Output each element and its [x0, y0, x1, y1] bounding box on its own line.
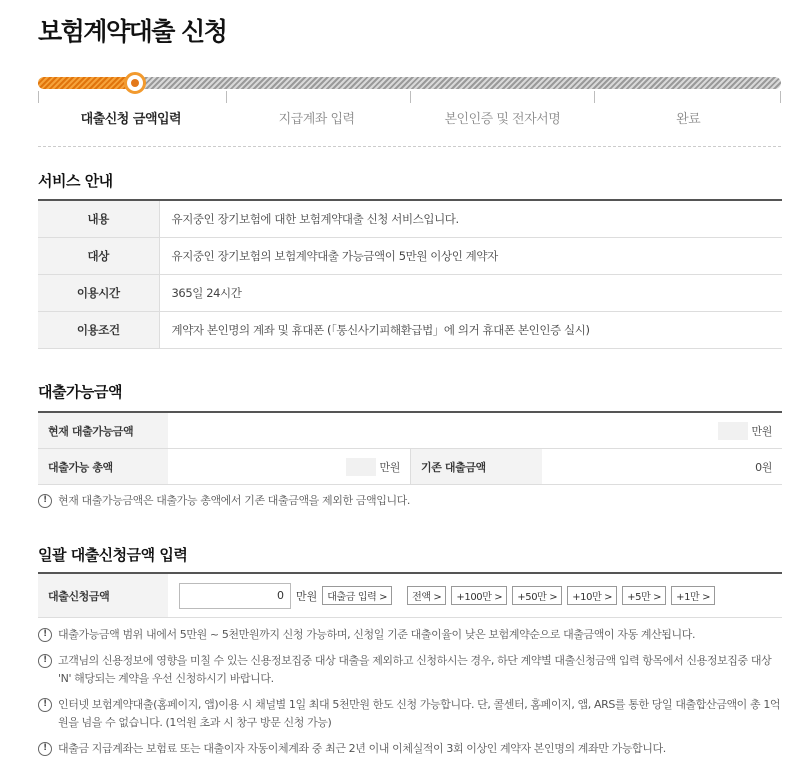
bulk-section-title: 일괄 대출신청금액 입력	[38, 546, 188, 564]
service-row-label: 내용	[38, 200, 159, 237]
info-icon: !	[38, 654, 52, 668]
bulk-note	[38, 740, 782, 758]
loan-total-unit: 만원	[379, 460, 400, 474]
service-row	[38, 311, 782, 348]
add-10-button[interactable]: +10만 >	[567, 586, 617, 605]
loan-amount-input[interactable]	[179, 583, 291, 609]
info-icon: !	[38, 742, 52, 756]
add-1-button[interactable]: +1만 >	[671, 586, 715, 605]
step-amount-input: 대출신청 금액입력	[80, 112, 182, 127]
loan-current-amount-masked	[718, 422, 748, 440]
loan-note-text: 현재 대출가능금액은 대출가능 총액에서 기존 대출금액을 제외한 금액입니다.	[58, 494, 411, 507]
bulk-amount-cell	[168, 574, 782, 617]
add-50-button[interactable]: +50만 >	[512, 586, 562, 605]
progress-steps	[38, 108, 781, 136]
bulk-note	[38, 626, 782, 644]
loan-current-label: 현재 대출가능금액	[38, 413, 168, 448]
loan-existing-value: 0원	[755, 460, 772, 474]
full-amount-button[interactable]: 전액 >	[407, 586, 446, 605]
steps-divider	[38, 146, 781, 147]
loan-total-amount-masked	[346, 458, 376, 476]
info-icon: !	[38, 628, 52, 642]
bulk-amount-label: 대출신청금액	[38, 574, 168, 617]
bulk-note-text: 대출금 지급계좌는 보험료 또는 대출이자 자동이체계좌 중 최근 2년 이내 이체실적이 3회 이상인 계약자 본인명의 계좌만 가능합니다.	[58, 742, 666, 755]
service-row	[38, 274, 782, 311]
page-title: 보험계약대출 신청	[38, 17, 227, 46]
add-100-button[interactable]: +100만 >	[451, 586, 507, 605]
service-section-title: 서비스 안내	[38, 172, 113, 190]
progress-ticks	[38, 91, 781, 105]
bulk-input-row	[38, 572, 782, 618]
add-5-button[interactable]: +5만 >	[622, 586, 666, 605]
progress-fill	[38, 77, 135, 89]
service-row-label: 이용시간	[38, 274, 159, 311]
loan-amount-unit: 만원	[296, 589, 318, 603]
service-row-value: 계약자 본인명의 계좌 및 휴대폰 (「통신사기피해환급법」에 의거 휴대폰 본인인증 실시)	[159, 311, 782, 348]
loan-current-value	[168, 413, 782, 448]
loan-note	[38, 492, 782, 510]
loan-total-row	[38, 449, 782, 485]
progress-bar	[38, 73, 781, 93]
service-row-value: 365일 24시간	[159, 274, 782, 311]
info-icon: !	[38, 494, 52, 508]
loan-input-button[interactable]: 대출금 입력 >	[322, 586, 392, 605]
service-row-value: 유지중인 장기보험에 대한 보험계약대출 신청 서비스입니다.	[159, 200, 782, 237]
progress-track	[38, 77, 781, 89]
info-icon: !	[38, 698, 52, 712]
bulk-note-text: 고객님의 신용정보에 영향을 미칠 수 있는 신용정보집중 대상 대출을 제외하고 신청하시는 경우, 하단 계약별 대출신청금액 입력 항목에서 신용정보집중 대상 'N' 해당되는 계약을 우선 신청하시기 바랍니다.	[58, 654, 772, 685]
bulk-note-text: 대출가능금액 범위 내에서 5만원 ~ 5천만원까지 신청 가능하며, 신청일 기준 대출이율이 낮은 보험계약순으로 대출금액이 자동 계산됩니다.	[58, 628, 696, 641]
service-table	[38, 199, 782, 349]
loan-current-unit: 만원	[751, 424, 772, 438]
service-row-value: 유지중인 장기보험의 보험계약대출 가능금액이 5만원 이상인 계약자	[159, 237, 782, 274]
service-row-label: 이용조건	[38, 311, 159, 348]
bulk-note	[38, 652, 782, 688]
service-row	[38, 200, 782, 237]
step-account-input: 지급계좌 입력	[278, 112, 355, 127]
loan-existing-label: 기존 대출금액	[410, 449, 542, 484]
loan-total-value	[168, 449, 410, 484]
loan-total-label: 대출가능 총액	[38, 449, 168, 484]
loan-current-row	[38, 413, 782, 449]
loan-table	[38, 411, 782, 485]
bulk-note	[38, 696, 782, 732]
bulk-note-text: 인터넷 보험계약대출(홈페이지, 앱)이용 시 채널별 1일 최대 5천만원 한도 신청 가능합니다. 단, 콜센터, 홈페이지, 앱, ARS를 통한 당일 대출합산금액이 총 1억원을 넘을 수 없습니다. (1억원 초과 시 창구 방문 신청 가능)	[58, 698, 781, 729]
service-row	[38, 237, 782, 274]
step-verification-signature: 본인인증 및 전자서명	[444, 112, 561, 127]
step-complete: 완료	[676, 112, 701, 127]
loan-section-title: 대출가능금액	[38, 383, 122, 401]
service-row-label: 대상	[38, 237, 159, 274]
